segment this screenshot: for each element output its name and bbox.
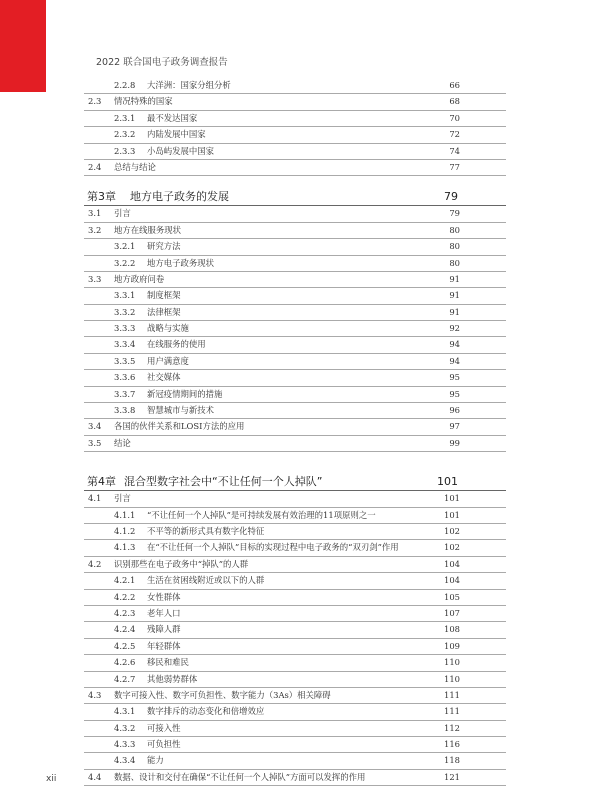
toc-entry-page: 72	[449, 129, 460, 140]
toc-subsection-row	[84, 78, 506, 94]
toc-entry-page: 91	[449, 306, 460, 317]
toc-entry-page: 105	[444, 591, 460, 602]
toc-chapter-row	[84, 188, 506, 206]
toc-entry-page: 99	[449, 437, 460, 448]
toc-subsection-row	[84, 239, 506, 255]
toc-entry-number: 4.1.2	[114, 525, 136, 536]
toc-entry-number: 4.2.4	[114, 624, 136, 635]
toc-entry-title: 年轻群体	[147, 640, 181, 651]
toc-entry-number: 3.5	[88, 437, 102, 448]
toc-entry-page: 80	[449, 224, 460, 235]
toc-subsection-row	[84, 256, 506, 272]
toc-entry-page: 101	[437, 475, 458, 489]
toc-entry-page: 92	[449, 323, 460, 334]
toc-entry-title: 新冠疫情期间的措施	[147, 388, 223, 399]
toc-entry-number: 4.2	[88, 558, 102, 569]
toc-entry-page: 109	[444, 640, 460, 651]
toc-entry-number: 3.2.1	[114, 241, 136, 252]
toc-section-row	[84, 688, 506, 704]
toc-subsection-row	[84, 305, 506, 321]
toc-entry-title: 地方电子政务的发展	[130, 190, 229, 204]
toc-entry-title: “不让任何一个人掉队”是可持续发展有效治理的11项原则之一	[147, 509, 376, 520]
toc-entry-number: 第4章	[87, 475, 116, 489]
toc-entry-number: 3.3.5	[114, 355, 136, 366]
toc-entry-number: 3.2.2	[114, 257, 136, 268]
toc-entry-page: 80	[449, 241, 460, 252]
toc-entry-page: 68	[449, 96, 460, 107]
toc-entry-page: 102	[444, 542, 460, 553]
toc-subsection-row	[84, 540, 506, 556]
toc-entry-page: 80	[449, 257, 460, 268]
toc-section-row	[84, 557, 506, 573]
toc-entry-number: 3.3.6	[114, 372, 136, 383]
toc-entry-page: 70	[449, 112, 460, 123]
toc-entry-page: 104	[444, 558, 460, 569]
toc-subsection-row	[84, 737, 506, 753]
toc-section-row	[84, 436, 506, 452]
toc-entry-title: 数据、设计和交付在确保“不让任何一个人掉队”方面可以发挥的作用	[114, 771, 366, 782]
toc-entry-title: 移民和难民	[147, 657, 189, 668]
toc-entry-title: 地方在线服务现状	[114, 224, 181, 235]
toc-entry-number: 2.3.1	[114, 112, 136, 123]
toc-entry-title: 在线服务的使用	[147, 339, 206, 350]
toc-entry-title: 在“不让任何一个人掉队”目标的实现过程中电子政务的“双刃剑”作用	[147, 542, 399, 553]
toc-entry-number: 3.3.7	[114, 388, 136, 399]
table-of-contents	[84, 78, 506, 786]
toc-entry-title: 智慧城市与新技术	[147, 405, 214, 416]
toc-entry-title: 引言	[114, 208, 131, 219]
toc-entry-title: 老年人口	[147, 607, 181, 618]
toc-subsection-row	[84, 753, 506, 769]
toc-entry-page: 96	[449, 405, 460, 416]
toc-subsection-row	[84, 403, 506, 419]
toc-subsection-row	[84, 704, 506, 720]
toc-entry-title: 法律框架	[147, 306, 181, 317]
toc-section-row	[84, 94, 506, 110]
toc-entry-number: 4.3.2	[114, 722, 136, 733]
toc-entry-title: 最不发达国家	[147, 112, 198, 123]
toc-entry-number: 3.3.2	[114, 306, 136, 317]
toc-entry-page: 118	[444, 755, 460, 766]
toc-entry-number: 3.3	[88, 273, 102, 284]
toc-entry-number: 4.3.1	[114, 706, 136, 717]
toc-entry-title: 识别那些在电子政务中“掉队”的人群	[114, 558, 249, 569]
toc-subsection-row	[84, 524, 506, 540]
toc-entry-number: 4.2.6	[114, 657, 136, 668]
toc-entry-number: 4.2.1	[114, 575, 136, 586]
running-header: 2022 联合国电子政务调查报告	[96, 57, 228, 68]
toc-entry-page: 95	[449, 388, 460, 399]
toc-entry-page: 101	[444, 509, 460, 520]
toc-entry-page: 110	[444, 673, 460, 684]
toc-subsection-row	[84, 144, 506, 160]
toc-entry-number: 第3章	[87, 190, 116, 204]
toc-entry-page: 79	[444, 190, 458, 204]
toc-subsection-row	[84, 288, 506, 304]
toc-entry-title: 战略与实施	[147, 323, 189, 334]
toc-entry-number: 2.3.3	[114, 145, 136, 156]
toc-subsection-row	[84, 111, 506, 127]
toc-entry-number: 3.4	[88, 421, 102, 432]
toc-entry-title: 残障人群	[147, 624, 181, 635]
toc-entry-number: 4.4	[88, 771, 102, 782]
toc-entry-number: 4.1.1	[114, 509, 136, 520]
toc-entry-page: 77	[449, 161, 460, 172]
toc-subsection-row	[84, 573, 506, 589]
toc-entry-title: 社交媒体	[147, 372, 181, 383]
toc-entry-number: 2.4	[88, 161, 102, 172]
toc-entry-title: 数字可接入性、数字可负担性、数字能力（3As）相关障碍	[114, 689, 331, 700]
toc-section-row	[84, 419, 506, 435]
toc-entry-page: 111	[444, 706, 460, 717]
red-corner-tab	[0, 0, 46, 92]
toc-section-row	[84, 223, 506, 239]
toc-entry-title: 用户满意度	[147, 355, 189, 366]
toc-entry-number: 4.3	[88, 689, 102, 700]
toc-entry-page: 108	[444, 624, 460, 635]
toc-entry-number: 4.2.7	[114, 673, 136, 684]
toc-entry-title: 生活在贫困线附近或以下的人群	[147, 575, 265, 586]
toc-entry-page: 110	[444, 657, 460, 668]
toc-subsection-row	[84, 622, 506, 638]
toc-section-row	[84, 272, 506, 288]
toc-entry-title: 地方电子政务现状	[147, 257, 214, 268]
toc-entry-page: 91	[449, 290, 460, 301]
toc-entry-number: 4.1	[88, 493, 102, 504]
toc-entry-number: 4.3.3	[114, 739, 136, 750]
toc-subsection-row	[84, 337, 506, 353]
toc-section-row	[84, 491, 506, 507]
toc-entry-title: 情况特殊的国家	[114, 96, 173, 107]
toc-subsection-row	[84, 508, 506, 524]
toc-entry-title: 可接入性	[147, 722, 181, 733]
toc-entry-number: 4.2.2	[114, 591, 136, 602]
toc-subsection-row	[84, 387, 506, 403]
toc-entry-page: 94	[449, 355, 460, 366]
toc-entry-page: 94	[449, 339, 460, 350]
toc-entry-title: 混合型数字社会中“不让任何一个人掉队”	[124, 475, 323, 489]
toc-entry-title: 女性群体	[147, 591, 181, 602]
toc-entry-page: 91	[449, 273, 460, 284]
toc-chapter-row	[84, 473, 506, 491]
toc-entry-number: 3.3.1	[114, 290, 136, 301]
toc-entry-number: 2.2.8	[114, 80, 136, 90]
toc-entry-title: 总结与结论	[114, 161, 156, 172]
toc-entry-page: 116	[444, 739, 460, 750]
toc-entry-number: 4.2.3	[114, 607, 136, 618]
toc-subsection-row	[84, 370, 506, 386]
toc-entry-page: 112	[444, 722, 460, 733]
toc-entry-title: 内陆发展中国家	[147, 129, 206, 140]
toc-subsection-row	[84, 321, 506, 337]
toc-entry-number: 2.3.2	[114, 129, 136, 140]
toc-entry-title: 能力	[147, 755, 164, 766]
toc-entry-number: 3.1	[88, 208, 102, 219]
toc-entry-number: 4.2.5	[114, 640, 136, 651]
toc-entry-title: 各国的伙伴关系和LOSI方法的应用	[114, 421, 245, 432]
toc-entry-page: 121	[444, 771, 460, 782]
toc-entry-page: 97	[449, 421, 460, 432]
toc-entry-page: 111	[444, 689, 460, 700]
toc-entry-title: 数字排斥的动态变化和倍增效应	[147, 706, 265, 717]
toc-entry-title: 不平等的新形式具有数字化特征	[147, 525, 265, 536]
toc-subsection-row	[84, 354, 506, 370]
toc-entry-title: 小岛屿发展中国家	[147, 145, 214, 156]
toc-subsection-row	[84, 127, 506, 143]
toc-entry-number: 3.3.4	[114, 339, 136, 350]
toc-entry-title: 研究方法	[147, 241, 181, 252]
toc-entry-number: 4.3.4	[114, 755, 136, 766]
toc-entry-page: 66	[449, 80, 460, 90]
toc-subsection-row	[84, 590, 506, 606]
toc-entry-page: 107	[444, 607, 460, 618]
toc-entry-title: 地方政府问卷	[114, 273, 165, 284]
toc-subsection-row	[84, 655, 506, 671]
toc-entry-number: 2.3	[88, 96, 102, 107]
toc-entry-page: 95	[449, 372, 460, 383]
toc-entry-title: 制度框架	[147, 290, 181, 301]
toc-subsection-row	[84, 639, 506, 655]
page-number: xii	[46, 774, 57, 784]
toc-subsection-row	[84, 672, 506, 688]
toc-subsection-row	[84, 606, 506, 622]
toc-entry-title: 大洋洲：国家分组分析	[147, 80, 231, 90]
toc-entry-title: 结论	[114, 437, 131, 448]
toc-entry-title: 引言	[114, 493, 131, 504]
toc-entry-page: 74	[449, 145, 460, 156]
toc-entry-number: 3.3.8	[114, 405, 136, 416]
toc-subsection-row	[84, 721, 506, 737]
toc-entry-page: 79	[449, 208, 460, 219]
toc-entry-number: 3.2	[88, 224, 102, 235]
toc-entry-title: 可负担性	[147, 739, 181, 750]
toc-entry-page: 104	[444, 575, 460, 586]
toc-section-row	[84, 770, 506, 786]
toc-entry-page: 102	[444, 525, 460, 536]
toc-entry-page: 101	[444, 493, 460, 504]
toc-entry-title: 其他弱势群体	[147, 673, 198, 684]
toc-section-row	[84, 160, 506, 176]
toc-section-row	[84, 206, 506, 222]
toc-entry-number: 4.1.3	[114, 542, 136, 553]
toc-entry-number: 3.3.3	[114, 323, 136, 334]
